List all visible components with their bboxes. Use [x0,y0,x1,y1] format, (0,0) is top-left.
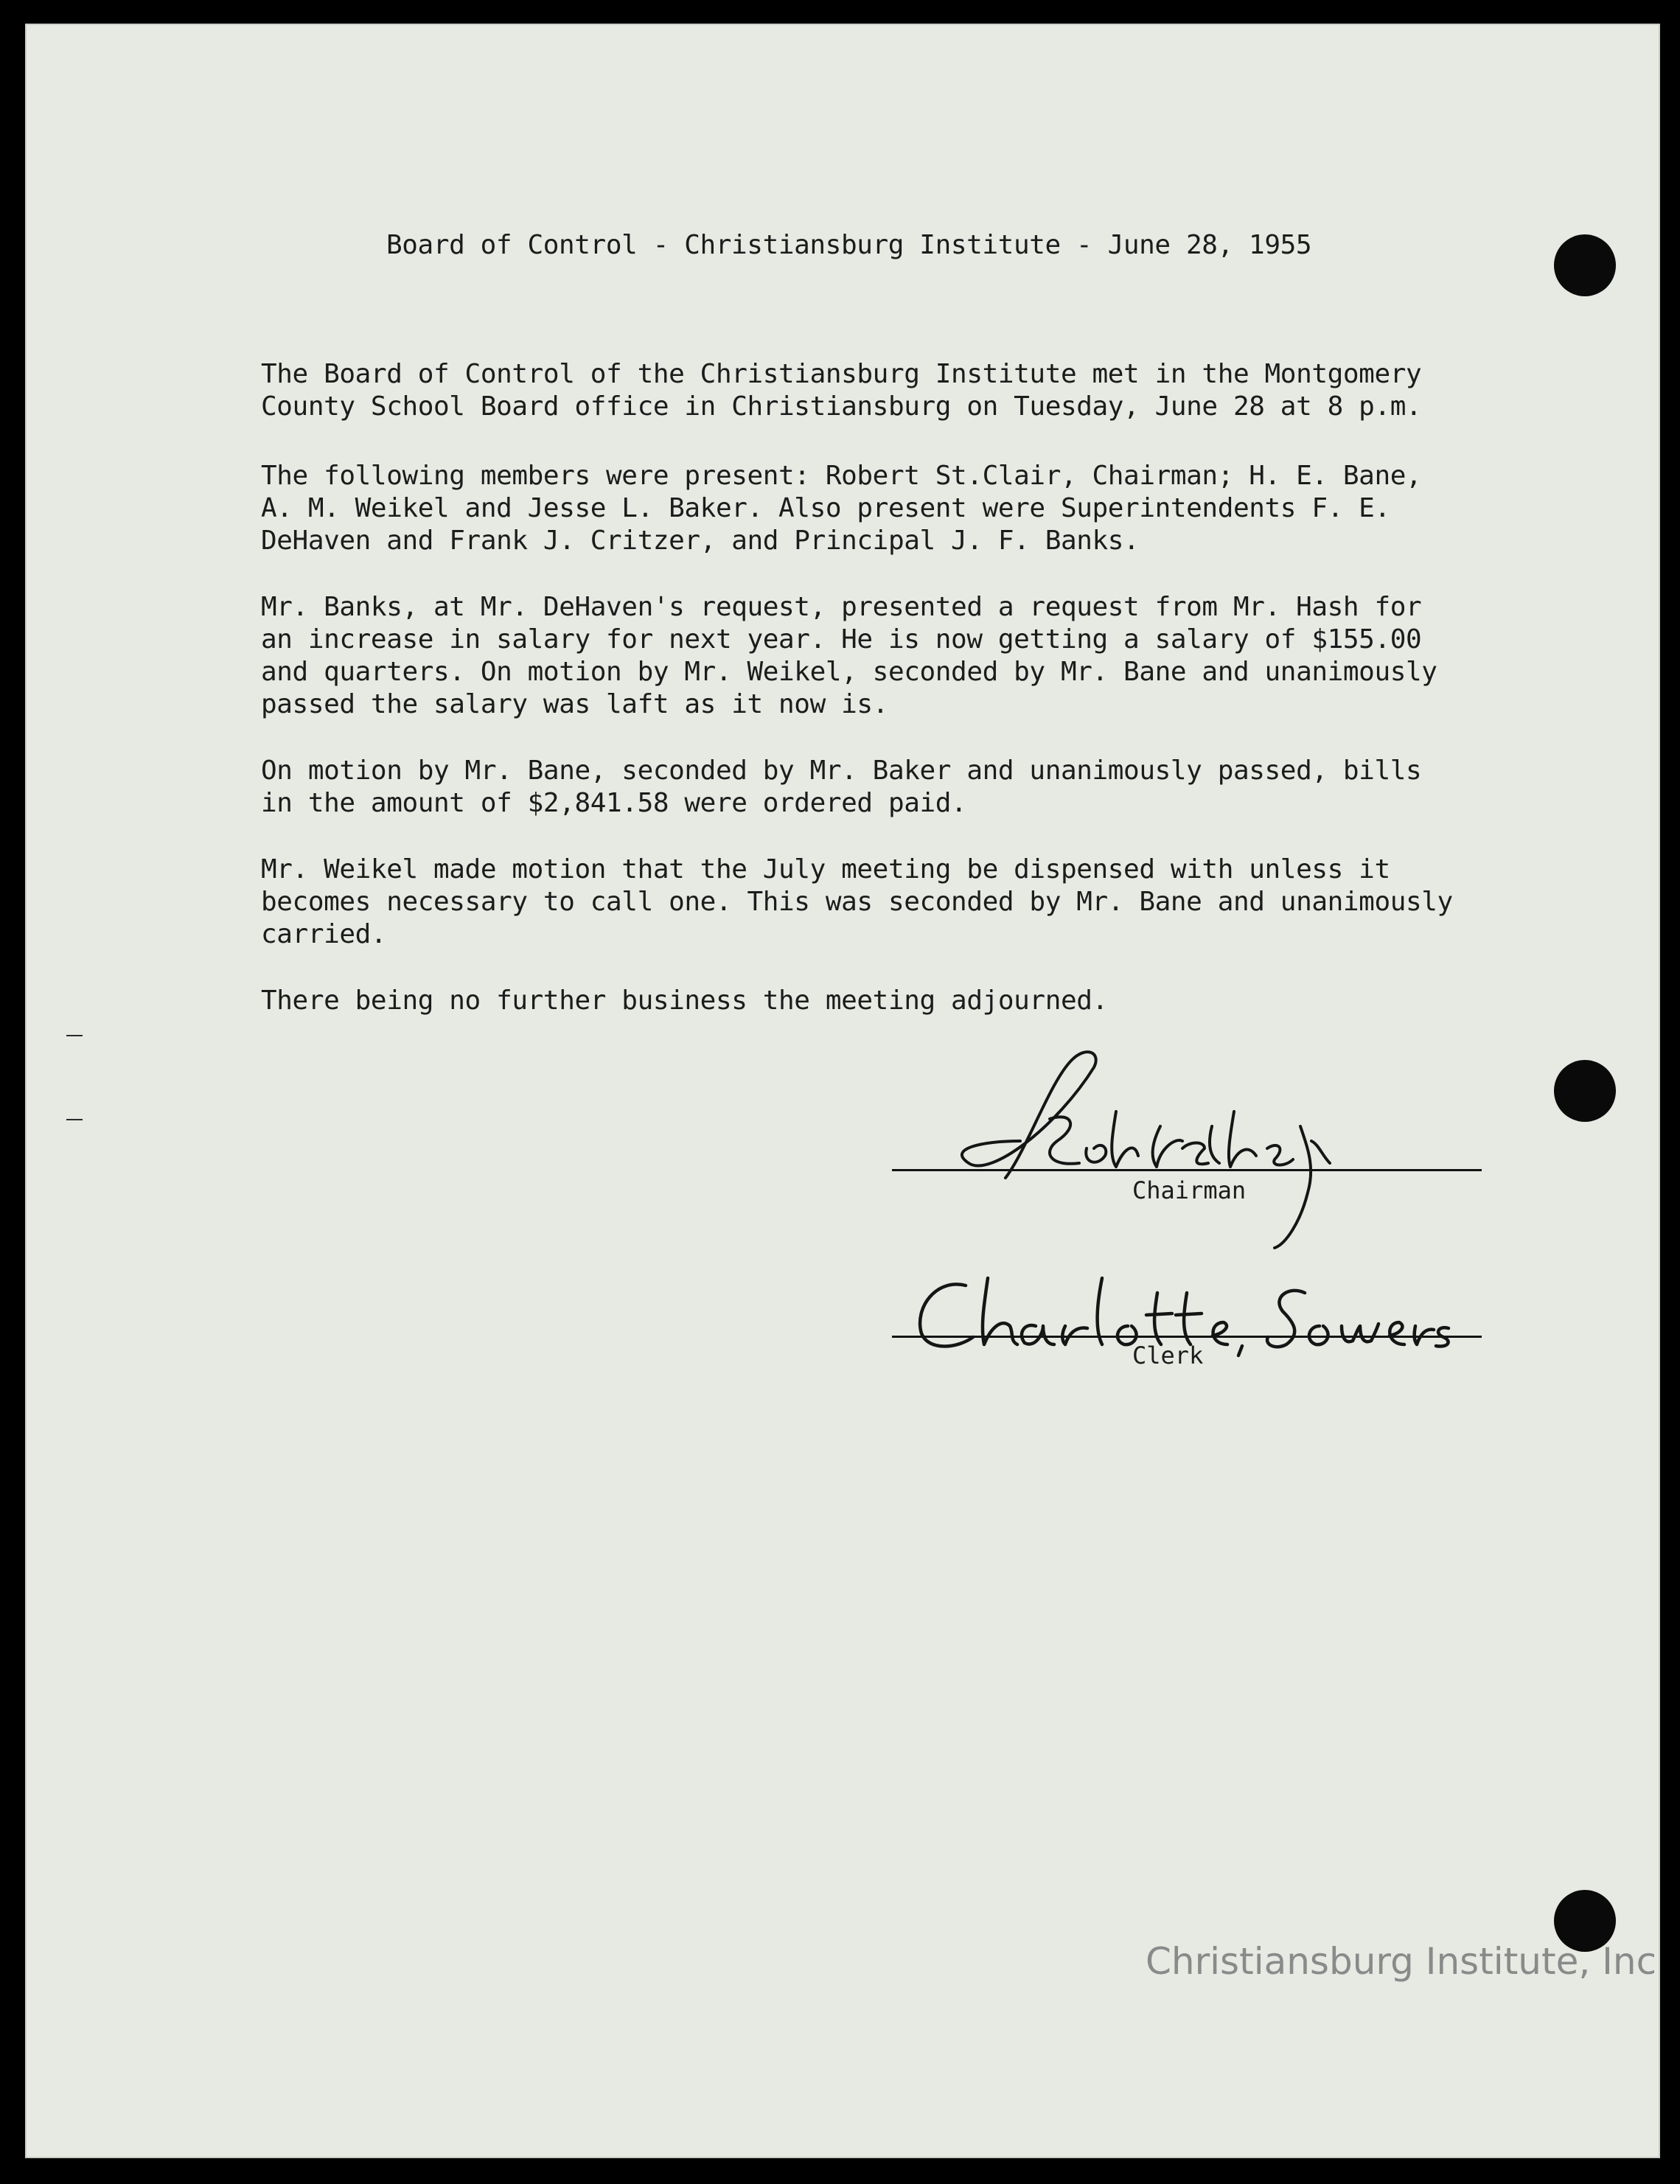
margin-mark [66,1119,83,1120]
paragraph-adjournment [261,985,1108,1017]
archive-watermark: Christiansburg Institute, Inc [1146,1940,1657,1983]
paragraph-meeting-location [261,358,1421,423]
paragraph-line: passed the salary was laft as it now is. [261,689,888,719]
paragraph-attendance [261,460,1421,557]
paragraph-line: On motion by Mr. Bane, seconded by Mr. Baker and unanimously passed, bills [261,756,1422,786]
clerk-signature-line [892,1336,1482,1338]
paragraph-line: in the amount of $2,841.58 were ordered paid. [261,788,967,818]
paragraph-line: A. M. Weikel and Jesse L. Baker. Also present were Superintendents F. E. [261,493,1390,523]
document-page [25,24,1660,2158]
paragraph-line: DeHaven and Frank J. Critzer, and Principal J. F. Banks. [261,526,1140,556]
paragraph-line: and quarters. On motion by Mr. Weikel, seconded by Mr. Bane and unanimously [261,657,1437,687]
clerk-label: Clerk [1132,1342,1204,1370]
paragraph-line: County School Board office in Christiansburg on Tuesday, June 28 at 8 p.m. [261,391,1422,422]
chairman-signature-line [892,1169,1482,1171]
paragraph-salary-request [261,591,1437,721]
paragraph-line: Mr. Weikel made motion that the July meeting be dispensed with unless it [261,854,1390,885]
paragraph-line: becomes necessary to call one. This was seconded by Mr. Bane and unanimously [261,887,1453,917]
paragraph-line: There being no further business the meeting adjourned. [261,985,1108,1016]
chairman-label: Chairman [1132,1176,1247,1204]
paragraph-july-meeting [261,854,1453,951]
paragraph-bills [261,755,1421,820]
chairman-signature [939,1038,1352,1259]
margin-mark [66,1035,83,1036]
paragraph-line: an increase in salary for next year. He is now getting a salary of $155.00 [261,624,1422,655]
punch-hole-top [1554,234,1616,296]
paragraph-line: Mr. Banks, at Mr. DeHaven's request, presented a request from Mr. Hash for [261,592,1422,622]
paragraph-line: carried. [261,919,387,949]
paragraph-line: The following members were present: Robert St.Clair, Chairman; H. E. Bane, [261,461,1422,491]
paragraph-line: The Board of Control of the Christiansburg Institute met in the Montgomery [261,359,1422,389]
punch-hole-middle [1554,1060,1616,1122]
document-title: Board of Control - Christiansburg Institute - June 28, 1955 [386,230,1312,260]
